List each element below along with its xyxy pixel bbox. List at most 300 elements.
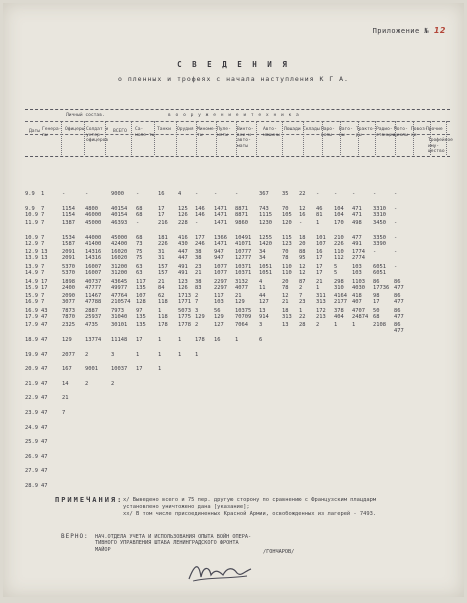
table-cell: 378 404: [334, 307, 344, 320]
row-date: 23.9: [25, 410, 38, 416]
table-cell: -: [62, 191, 66, 197]
table-cell: -: [195, 191, 199, 197]
table-cell: 88 95: [299, 249, 306, 262]
table-cell: 14: [62, 380, 69, 387]
table-cell: 38 38: [195, 249, 202, 262]
table-cell: 1077 1077: [214, 264, 227, 276]
verified-label: ВЕРНО:: [61, 533, 89, 540]
table-cell: 31200 31200: [111, 264, 128, 276]
table-cell: 34 34: [259, 249, 266, 262]
table-cell: 4 11: [259, 278, 266, 291]
table-cell: 86 477: [394, 278, 404, 291]
table-cell: 2: [316, 322, 320, 329]
row-date: 11.9: [25, 220, 38, 227]
table-cell: 40737 47777: [85, 278, 102, 291]
table-cell: 70 78: [282, 249, 289, 262]
column-divider: [413, 121, 414, 155]
table-cell: 3: [111, 351, 115, 358]
table-cell: 50 68: [373, 307, 380, 320]
table-cell: -: [394, 191, 398, 197]
table-cell: 416 430: [178, 234, 188, 247]
row-date: 19.9: [25, 351, 38, 358]
table-cell: 35: [282, 191, 289, 197]
table-cell: 447 447: [178, 249, 188, 262]
table-cell: 2887 25937: [85, 307, 102, 320]
table-cell: -: [394, 220, 398, 227]
table-cell: 110 110: [282, 264, 292, 276]
row-date: 26.9: [25, 453, 38, 460]
column-divider: [196, 121, 197, 155]
table-cell: 216: [158, 220, 168, 227]
table-cell: 47: [41, 351, 48, 358]
row-date: 9.9 10.9: [25, 205, 38, 218]
table-cell: -: [85, 191, 89, 197]
verification-line-2: ТИВНОГО УПРАВЛЕНИЯ ШТАБА ЛЕНИНГРАДСКОГО ФРОНТА: [95, 540, 239, 547]
table-cell: 5 5: [334, 264, 338, 276]
table-cell: 1: [178, 351, 182, 358]
table-cell: 103 103: [352, 264, 362, 276]
table-cell: 10037: [111, 366, 128, 373]
col-locomotives: Паро-возы: [321, 127, 335, 138]
table-cell: 4707 24874: [352, 307, 369, 320]
document-title: С В Е Д Е Н И Я: [177, 60, 290, 69]
table-cell: 311 313: [316, 293, 326, 306]
table-cell: -: [394, 205, 398, 212]
table-cell: 170: [334, 220, 344, 227]
table-cell: 3450: [373, 220, 386, 227]
table-cell: 43645 49977: [111, 278, 128, 291]
table-cell: 146 146: [195, 205, 205, 218]
col-vehicles: Авто-машины: [263, 127, 280, 138]
table-cell: 498: [352, 220, 362, 227]
table-cell: 4: [178, 191, 182, 197]
table-cell: 1: [158, 337, 162, 343]
table-cell: 1774 2774: [352, 249, 365, 262]
table-cell: 10371 10371: [235, 264, 252, 276]
table-cell: 178: [195, 337, 205, 343]
table-cell: 1366 1471: [214, 234, 227, 247]
signer-name: /ГОНЧАРОВ/: [263, 549, 295, 555]
table-cell: 47: [41, 410, 48, 416]
table-cell: 2077: [62, 351, 75, 358]
table-cell: 117 103: [214, 293, 224, 306]
table-cell: 947 947: [214, 249, 224, 262]
table-cell: 44 127: [259, 293, 269, 306]
row-date: 22.9: [25, 395, 38, 402]
table-cell: 10375 70709: [235, 307, 252, 320]
table-cell: 17 17: [158, 205, 165, 218]
col-mortars: Миноме-ты: [197, 127, 217, 138]
row-date: 25.9: [25, 439, 38, 446]
row-date: 27.9: [25, 468, 38, 475]
table-cell: 1713 1771: [178, 293, 191, 306]
table-cell: -: [394, 249, 398, 256]
table-cell: 743 1115: [259, 205, 272, 218]
table-cell: 3132 4077: [235, 278, 248, 291]
row-date: 16.9 17.9: [25, 307, 38, 320]
table-cell: 14316 14316: [85, 249, 102, 262]
table-cell: 63 63: [136, 264, 143, 276]
col-tractors: Тракто-ры: [356, 127, 376, 138]
table-cell: 477 491: [352, 234, 362, 247]
table-cell: 7 7: [41, 205, 45, 218]
table-cell: -: [214, 191, 218, 197]
note-3: хх/ В том числе присоединенных Красной Армии, освобожденных из лагерей - 7493.: [123, 511, 377, 517]
table-cell: 115 123: [282, 234, 292, 247]
column-divider: [176, 121, 177, 155]
table-cell: 86 17736: [373, 278, 390, 291]
column-divider: [105, 121, 106, 155]
col-dates: Даты: [29, 129, 41, 134]
table-cell: 44000 41400: [85, 234, 102, 247]
column-divider: [216, 121, 217, 155]
col-other: Прочие: [426, 127, 443, 132]
table-cell: 4164 2177: [334, 293, 347, 306]
table-cell: -: [394, 264, 398, 270]
column-divider: [375, 121, 376, 155]
table-cell: 10777 12777: [235, 249, 252, 262]
table-cell: 47764 210574: [111, 293, 131, 306]
column-divider: [322, 121, 323, 155]
table-cell: 70 105: [282, 205, 292, 218]
table-cell: 2: [195, 322, 199, 329]
table-cell: 1154 1154: [62, 205, 75, 218]
table-cell: -: [136, 191, 140, 197]
table-cell: 11467 47788: [85, 293, 102, 306]
table-cell: 21 1: [316, 278, 323, 291]
table-cell: 1: [178, 337, 182, 343]
table-cell: 98 17: [373, 293, 380, 306]
table-cell: -: [373, 191, 377, 197]
table-cell: 18 313: [282, 307, 292, 320]
row-date: 14.9 15.9: [25, 278, 38, 291]
table-cell: 107 128: [136, 293, 146, 306]
table-cell: 135: [136, 322, 146, 329]
note-1: х/ Выведено всего и 75 пер. другую сторону по сравнению с Французским плацдарм: [123, 497, 377, 503]
verification-line-1: НАЧ.ОТДЕЛА УЧЕТА И ИСПОЛЬЗОВАНИЯ ОПЫТА ВОЙН ОПЕРА-: [95, 534, 252, 540]
table-cell: 2 7: [195, 293, 199, 306]
table-cell: 13774: [85, 337, 102, 343]
table-cell: 1255 1420: [259, 234, 272, 247]
row-date: 21.9: [25, 380, 38, 387]
table-cell: -: [316, 191, 320, 197]
table-cell: 7973 31040: [111, 307, 128, 320]
table-cell: 7064: [235, 322, 248, 329]
table-cell: 47: [41, 468, 48, 475]
table-cell: 17 17: [41, 278, 48, 291]
table-cell: 87 2: [299, 278, 306, 291]
table-cell: 172 213: [316, 307, 326, 320]
table-cell: 45000 42400: [111, 234, 128, 247]
table-cell: 2091 2091: [62, 249, 75, 262]
col-radios: Радио-станции: [376, 127, 396, 138]
table-cell: 178: [158, 322, 168, 329]
table-cell: 47: [41, 395, 48, 402]
table-cell: 1: [158, 366, 162, 373]
table-cell: 86 477: [394, 293, 404, 306]
table-cell: 3310 3310: [373, 205, 386, 218]
column-divider: [256, 121, 257, 155]
appendix-label: Приложение № 12: [372, 26, 446, 35]
table-cell: 30101: [111, 322, 128, 329]
table-cell: 7: [62, 410, 66, 416]
table-cell: 47: [41, 337, 48, 343]
table-cell: 18 20: [299, 234, 306, 247]
table-cell: 7 7: [41, 264, 45, 276]
table-cell: 46 81: [316, 205, 323, 218]
personnel-group-header: Личный состав.: [66, 113, 105, 118]
weapons-group-header: в о о р у ж е н и е и т е х н и к а: [168, 113, 300, 118]
col-property: Трофейное иму-щество: [428, 138, 453, 154]
table-cell: 11148: [111, 337, 128, 343]
col-rifles: Винто-вки и авто-маты: [237, 127, 254, 149]
table-cell: 129: [62, 337, 72, 343]
column-divider: [84, 121, 85, 155]
table-cell: 228: [178, 220, 188, 227]
col-horses: Лошади: [284, 127, 301, 132]
table-cell: 167: [62, 366, 72, 373]
table-cell: 125 126: [178, 205, 188, 218]
table-cell: 16007 16007: [85, 264, 102, 276]
column-divider: [358, 121, 359, 155]
table-cell: 9860: [235, 220, 248, 227]
table-cell: 367: [259, 191, 269, 197]
table-cell: 2: [85, 351, 89, 358]
table-cell: 47: [41, 366, 48, 373]
row-date: 15.9 16.9: [25, 293, 38, 306]
header-rule: [25, 121, 450, 122]
table-cell: 21 129: [235, 293, 245, 306]
column-divider: [154, 121, 155, 155]
col-mgs: Пуле-меты: [217, 127, 231, 138]
row-date: 24.9: [25, 424, 38, 431]
table-cell: 21: [62, 395, 69, 402]
table-cell: 3350 3390: [373, 234, 386, 247]
column-divider: [430, 121, 431, 155]
table-cell: 2090 3077: [62, 293, 75, 306]
table-cell: 181 226: [158, 234, 168, 247]
table-cell: 45000: [85, 220, 102, 227]
table-cell: 47: [41, 322, 48, 329]
table-cell: 120: [282, 220, 292, 227]
table-cell: 16 17: [316, 249, 323, 262]
table-cell: -: [394, 234, 398, 241]
column-divider: [446, 121, 447, 155]
table-cell: 4735: [85, 322, 98, 329]
col-generals: Генера-лы: [42, 127, 62, 138]
table-cell: 2: [85, 380, 89, 387]
column-divider: [61, 121, 62, 155]
table-cell: 46393: [111, 220, 128, 227]
table-cell: 1051 1051: [259, 264, 272, 276]
table-cell: 1: [195, 351, 199, 358]
table-cell: 47: [41, 453, 48, 460]
row-date: 12.9 13.9: [25, 249, 38, 262]
table-cell: 47: [41, 439, 48, 446]
table-cell: 101 107: [316, 234, 326, 247]
table-cell: 12 21: [282, 293, 289, 306]
col-carts: Повоз-ки: [411, 127, 428, 138]
table-cell: 5073 1775: [178, 307, 191, 320]
table-cell: 16: [158, 191, 165, 197]
table-cell: 21 84: [158, 278, 165, 291]
table-cell: 56 129: [214, 307, 224, 320]
table-cell: 1: [136, 351, 140, 358]
row-date: 17.9: [25, 322, 38, 329]
note-2: установлено уничтожено дана [указание];: [123, 504, 250, 510]
col-total: ВСЕГО: [113, 129, 127, 134]
row-date: 13.9 14.9: [25, 264, 38, 276]
table-cell: 418 407: [352, 293, 362, 306]
col-tanks: Танки: [157, 127, 171, 132]
table-cell: 4800 46000: [85, 205, 102, 218]
table-cell: 491 491: [178, 264, 188, 276]
table-cell: 2: [111, 380, 115, 387]
table-cell: 123 126: [178, 278, 188, 291]
table-cell: 13 13: [41, 249, 48, 262]
table-cell: 28: [299, 322, 306, 329]
table-cell: 157 157: [158, 264, 168, 276]
table-cell: 47: [41, 380, 48, 387]
verification-text: [95, 534, 251, 553]
col-guns: Орудия: [177, 127, 194, 132]
table-cell: -: [195, 220, 199, 227]
table-cell: 47: [41, 483, 48, 489]
table-cell: 1: [235, 337, 239, 343]
table-cell: 1 118: [158, 307, 168, 320]
table-cell: 7 23: [299, 293, 306, 306]
table-cell: 17 17: [316, 264, 323, 276]
table-cell: 1: [352, 322, 356, 329]
col-depots: Склады: [303, 127, 320, 132]
table-cell: 7 7: [41, 234, 45, 247]
table-cell: 38 83: [195, 278, 202, 291]
table-cell: 9000: [111, 191, 124, 197]
table-cell: 1778: [178, 322, 191, 329]
col-officers: Офицеры: [65, 127, 85, 132]
table-cell: 7 7: [41, 293, 45, 306]
table-cell: 471 471: [352, 205, 362, 218]
table-cell: -: [235, 191, 239, 197]
table-cell: 7: [41, 220, 45, 227]
table-cell: 6: [259, 337, 263, 343]
col-wagons: Ваго-ны: [339, 127, 353, 138]
handwritten-signature: [185, 559, 255, 585]
table-cell: 1: [316, 220, 320, 227]
table-cell: 17: [136, 366, 143, 373]
table-cell: 3 129: [195, 307, 205, 320]
table-cell: 1: [158, 351, 162, 358]
table-cell: 13 914: [259, 307, 269, 320]
table-cell: 1471: [214, 220, 227, 227]
col-aircraft: Са-моле-ты: [135, 127, 155, 138]
table-cell: 97 135: [136, 307, 146, 320]
table-cell: 40154 40154: [111, 205, 128, 218]
table-cell: 47: [41, 424, 48, 431]
table-cell: 10491 41071: [235, 234, 252, 247]
document-subtitle: о пленных и трофеях с начала наступления К Г А.: [118, 75, 349, 83]
table-cell: 75 75: [136, 249, 143, 262]
table-cell: 68 68: [136, 205, 143, 218]
table-cell: 110 112: [334, 249, 344, 262]
table-cell: 117 135: [136, 278, 146, 291]
table-cell: 16: [214, 337, 221, 343]
table-cell: 2325: [62, 322, 75, 329]
row-date: 20.9: [25, 366, 38, 373]
col-soldiers: Солдат и унтер-офицеров: [86, 127, 109, 143]
table-cell: 17: [136, 337, 143, 343]
appendix-number: 12: [433, 26, 446, 35]
table-cell: 62 118: [158, 293, 168, 306]
table-cell: 1230: [259, 220, 272, 227]
table-cell: 1471 1471: [214, 205, 227, 218]
table-cell: 6051 6051: [373, 264, 386, 276]
table-cell: 13: [282, 322, 289, 329]
table-cell: 2297 2297: [214, 278, 227, 291]
table-cell: -: [136, 220, 140, 227]
table-cell: 1387: [62, 220, 75, 227]
table-cell: 68 73: [136, 234, 143, 247]
column-divider: [131, 121, 132, 155]
table-cell: 5370 5370: [62, 264, 75, 276]
table-cell: 20 78: [282, 278, 289, 291]
table-cell: 8871 8871: [235, 205, 248, 218]
table-cell: -: [299, 220, 303, 227]
table-cell: 9001: [85, 366, 98, 373]
table-cell: 16020 16020: [111, 249, 128, 262]
row-date: 10.9 12.9: [25, 234, 38, 247]
row-date: 18.9: [25, 337, 38, 343]
table-cell: 1898 2400: [62, 278, 75, 291]
table-cell: 22: [299, 191, 306, 197]
table-cell: -: [352, 191, 356, 197]
table-cell: 31 31: [158, 249, 165, 262]
table-cell: 43 47: [41, 307, 48, 320]
table-cell: 177 246: [195, 234, 205, 247]
column-divider: [282, 121, 283, 155]
table-cell: 86 477: [394, 307, 404, 320]
document-page: [3, 3, 464, 597]
table-cell: 1103 4030: [352, 278, 365, 291]
row-date: 28.9: [25, 483, 38, 489]
verification-line-3: МАЙОР: [95, 546, 111, 553]
table-cell: 298 310: [334, 278, 344, 291]
table-cell: 210 226: [334, 234, 344, 247]
table-cell: 3: [259, 322, 263, 329]
row-date: 9.9: [25, 191, 35, 197]
column-divider: [303, 121, 304, 155]
column-divider: [395, 121, 396, 155]
table-cell: -: [334, 191, 338, 197]
table-cell: 86 477: [394, 322, 404, 335]
table-cell: 12 12: [299, 264, 306, 276]
column-divider: [340, 121, 341, 155]
table-cell: 12 16: [299, 205, 306, 218]
col-motorcycles: Мото-циклы: [394, 127, 408, 138]
table-cell: 7873 7870: [62, 307, 75, 320]
table-cell: 1: [41, 191, 45, 197]
table-cell: 1534 1587: [62, 234, 75, 247]
table-cell: -: [373, 249, 377, 256]
column-divider: [236, 121, 237, 155]
table-cell: 23 21: [195, 264, 202, 276]
notes-label: ПРИМЕЧАНИЯ:: [55, 496, 124, 504]
table-cell: 1 22: [299, 307, 306, 320]
table-cell: 2108: [373, 322, 386, 329]
table-cell: 1: [334, 322, 338, 329]
table-cell: 127: [214, 322, 224, 329]
table-cell: 104 104: [334, 205, 344, 218]
